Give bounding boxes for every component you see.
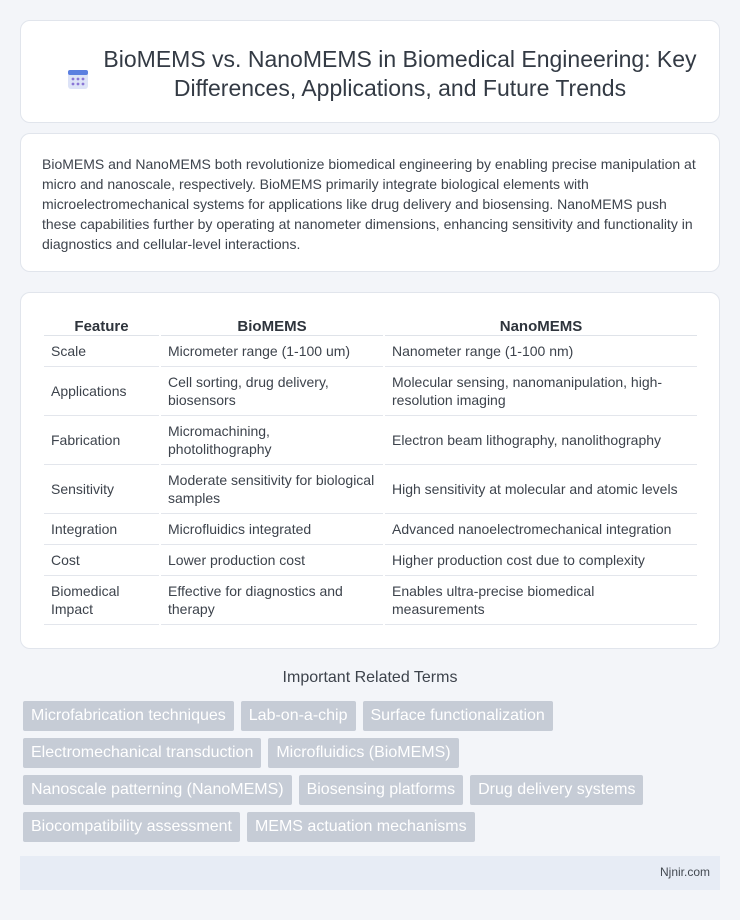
footer-bar bbox=[20, 856, 720, 890]
cell-biomems: Effective for diagnostics and therapy bbox=[161, 576, 383, 625]
table-row bbox=[44, 514, 697, 545]
intro-paragraph: BioMEMS and NanoMEMS both revolutionize biomedical engineering by enabling precise manipulation at micro and nanoscale, respectively. BioMEMS primarily integrate biological elements with microelectromechanical systems for applications like drug delivery and biosensing. NanoMEMS push these capabilities further by operating at nanometer dimensions, enhancing sensitivity and functionality in diagnostics and cellular-level interactions. bbox=[42, 156, 696, 252]
header-nanomems: NanoMEMS bbox=[385, 313, 697, 336]
cell-nanomems: Advanced nanoelectromechanical integration bbox=[385, 514, 697, 545]
related-term-tag[interactable]: Nanoscale patterning (NanoMEMS) bbox=[23, 775, 292, 805]
cell-nanomems: Molecular sensing, nanomanipulation, high-resolution imaging bbox=[385, 367, 697, 416]
tag-row bbox=[23, 738, 723, 768]
table-row bbox=[44, 336, 697, 367]
table-row bbox=[44, 545, 697, 576]
cell-biomems: Cell sorting, drug delivery, biosensors bbox=[161, 367, 383, 416]
cell-nanomems: Nanometer range (1-100 nm) bbox=[385, 336, 697, 367]
related-term-tag[interactable]: Microfluidics (BioMEMS) bbox=[268, 738, 458, 768]
cell-biomems: Micrometer range (1-100 um) bbox=[161, 336, 383, 367]
table-row bbox=[44, 576, 697, 625]
table-row bbox=[44, 367, 697, 416]
tag-row bbox=[23, 701, 723, 731]
related-terms-list bbox=[23, 701, 723, 849]
calendar-icon bbox=[67, 68, 89, 90]
cell-feature: Scale bbox=[44, 336, 159, 367]
page-title: BioMEMS vs. NanoMEMS in Biomedical Engineering: Key Differences, Applications, and Future Trends bbox=[103, 46, 697, 101]
comparison-table bbox=[42, 313, 699, 625]
related-term-tag[interactable]: Microfabrication techniques bbox=[23, 701, 234, 731]
cell-biomems: Lower production cost bbox=[161, 545, 383, 576]
cell-nanomems: Higher production cost due to complexity bbox=[385, 545, 697, 576]
related-term-tag[interactable]: Biosensing platforms bbox=[299, 775, 464, 805]
table-header-row bbox=[44, 313, 697, 336]
related-term-tag[interactable]: MEMS actuation mechanisms bbox=[247, 812, 475, 842]
related-terms-heading: Important Related Terms bbox=[282, 669, 458, 686]
header-biomems: BioMEMS bbox=[161, 313, 383, 336]
cell-nanomems: Enables ultra-precise biomedical measurements bbox=[385, 576, 697, 625]
table-row bbox=[44, 416, 697, 465]
related-term-tag[interactable]: Drug delivery systems bbox=[470, 775, 643, 805]
intro-card bbox=[20, 133, 720, 272]
cell-biomems: Microfluidics integrated bbox=[161, 514, 383, 545]
cell-nanomems: High sensitivity at molecular and atomic levels bbox=[385, 465, 697, 514]
cell-feature: Integration bbox=[44, 514, 159, 545]
footer-site-link[interactable]: Njnir.com bbox=[659, 865, 710, 879]
cell-feature: Cost bbox=[44, 545, 159, 576]
cell-nanomems: Electron beam lithography, nanolithography bbox=[385, 416, 697, 465]
title-card bbox=[20, 20, 720, 123]
cell-feature: Sensitivity bbox=[44, 465, 159, 514]
related-term-tag[interactable]: Lab-on-a-chip bbox=[241, 701, 356, 731]
comparison-table-card bbox=[20, 292, 720, 649]
cell-biomems: Micromachining, photolithography bbox=[161, 416, 383, 465]
related-term-tag[interactable]: Electromechanical transduction bbox=[23, 738, 261, 768]
cell-feature: Fabrication bbox=[44, 416, 159, 465]
cell-feature: Biomedical Impact bbox=[44, 576, 159, 625]
related-term-tag[interactable]: Biocompatibility assessment bbox=[23, 812, 240, 842]
cell-feature: Applications bbox=[44, 367, 159, 416]
tag-row bbox=[23, 775, 723, 805]
tag-row bbox=[23, 812, 723, 842]
header-feature: Feature bbox=[44, 313, 159, 336]
table-row bbox=[44, 465, 697, 514]
cell-biomems: Moderate sensitivity for biological samples bbox=[161, 465, 383, 514]
related-term-tag[interactable]: Surface functionalization bbox=[363, 701, 553, 731]
